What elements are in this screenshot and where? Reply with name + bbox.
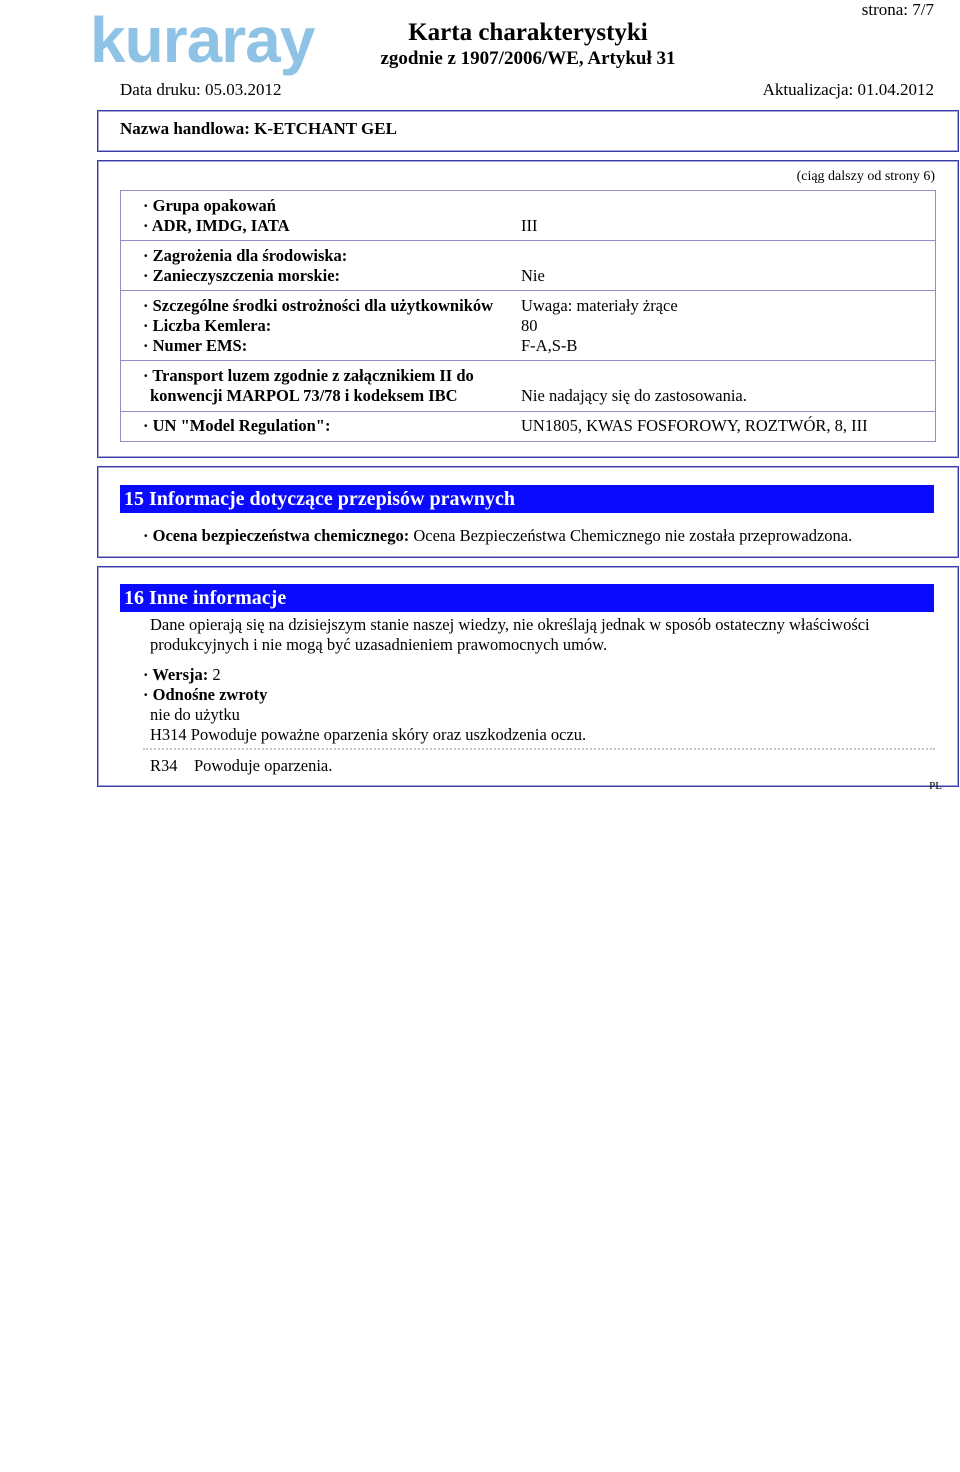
adr-imdg-iata-label: · ADR, IMDG, IATA (143, 216, 290, 235)
relevant-phrases-label: · Odnośne zwroty (143, 685, 268, 704)
language-code: PL (929, 780, 942, 792)
bulk-transport-value: Nie nadający się do zastosowania. (521, 386, 747, 405)
print-date: Data druku: 05.03.2012 (120, 80, 282, 99)
r34-text: Powoduje oparzenia. (194, 756, 333, 775)
disclaimer-line-2: produkcyjnych i nie mogą być uzasadnieniem prawomocnych umów. (150, 635, 608, 654)
ems-number-label: · Numer EMS: (143, 336, 248, 355)
chemical-safety-assessment (143, 526, 852, 546)
marine-pollutant-value: Nie (521, 266, 545, 285)
trade-name: Nazwa handlowa: K-ETCHANT GEL (120, 119, 397, 138)
ems-number-value: F-A,S-B (521, 336, 578, 355)
h314-phrase: H314 Powoduje poważne oparzenia skóry oraz uszkodzenia oczu. (150, 725, 587, 744)
csa-value: Ocena Bezpieczeństwa Chemicznego nie została przeprowadzona. (413, 526, 853, 545)
logo-text: kuraray (90, 4, 315, 76)
table-divider (120, 411, 936, 412)
marine-pollutant-label: · Zanieczyszczenia morskie: (143, 266, 341, 285)
kemler-number-value: 80 (521, 316, 538, 335)
bulk-transport-label-cont: konwencji MARPOL 73/78 i kodeksem IBC (150, 386, 458, 405)
disclaimer-line-1: Dane opierają się na dzisiejszym stanie naszej wiedzy, nie określają jednak w sposób ostateczny właściwości (150, 615, 870, 634)
special-precautions-value: Uwaga: materiały żrące (521, 296, 678, 315)
update-date: Aktualizacja: 01.04.2012 (762, 80, 934, 99)
version-label: · Wersja: (143, 665, 209, 684)
dotted-separator (143, 748, 935, 750)
continued-note: (ciąg dalszy od strony 6) (796, 169, 935, 184)
un-model-regulation-label: · UN "Model Regulation": (143, 416, 331, 435)
section-15-heading: 15 Informacje dotyczące przepisów prawnych (120, 485, 934, 513)
document-title: Karta charakterystyki (408, 19, 648, 46)
section-16-heading: 16 Inne informacje (120, 584, 934, 612)
environmental-hazards-label: · Zagrożenia dla środowiska: (143, 246, 348, 265)
r34-code: R34 (150, 756, 178, 775)
table-divider (120, 240, 936, 241)
version-value: 2 (212, 665, 221, 684)
bulk-transport-label: · Transport luzem zgodnie z załącznikiem II do (143, 366, 474, 385)
csa-label: · Ocena bezpieczeństwa chemicznego: (143, 526, 410, 545)
page-number: strona: 7/7 (861, 0, 934, 19)
table-divider (120, 290, 936, 291)
document-subtitle: zgodnie z 1907/2006/WE, Artykuł 31 (380, 48, 676, 69)
un-model-regulation-value: UN1805, KWAS FOSFOROWY, ROZTWÓR, 8, III (521, 416, 868, 435)
not-for-use-note: nie do użytku (150, 705, 240, 724)
special-precautions-label: · Szczególne środki ostrożności dla użytkowników (143, 296, 494, 315)
kuraray-logo (88, 4, 323, 76)
version (143, 665, 221, 685)
packing-group-label: · Grupa opakowań (143, 196, 276, 215)
packing-group-value: III (521, 216, 538, 235)
kemler-number-label: · Liczba Kemlera: (143, 316, 272, 335)
table-divider (120, 360, 936, 361)
